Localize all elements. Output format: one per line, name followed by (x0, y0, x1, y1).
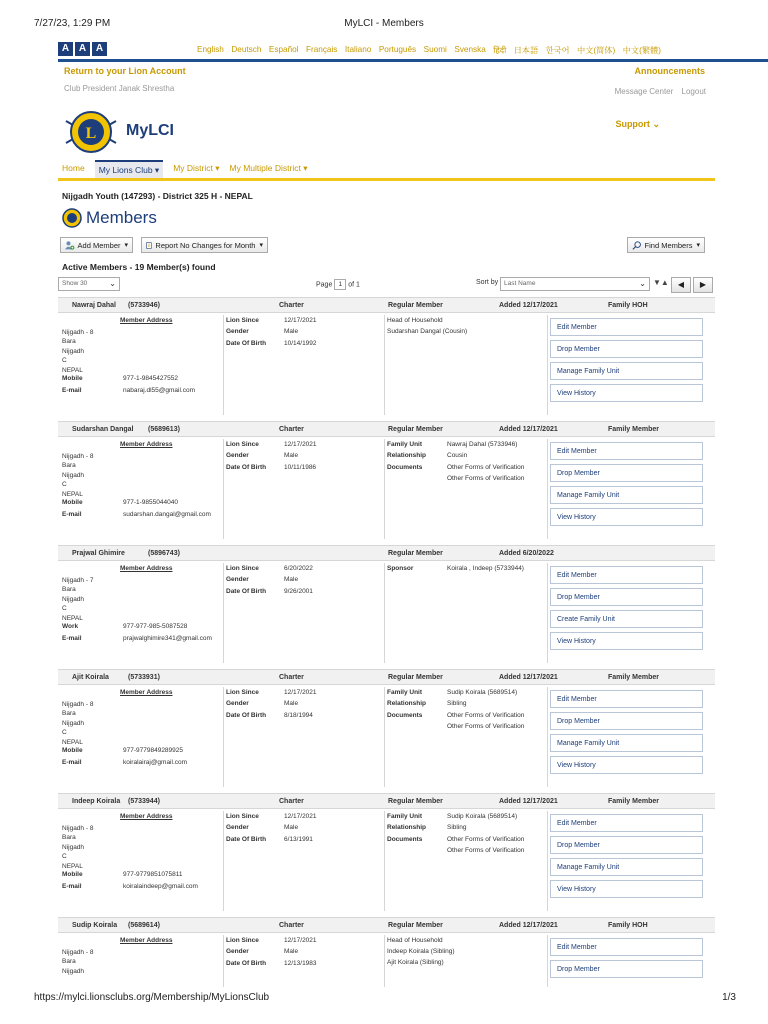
language-link[interactable]: हिंदी (493, 46, 507, 55)
phone-value: 977-1-9845427552 (123, 375, 178, 382)
sponsor-value: Koirala , Indeep (5733944) (447, 565, 524, 572)
email-value[interactable]: sudarshan.dangal@gmail.com (123, 511, 211, 518)
support-menu[interactable] (615, 119, 660, 130)
email-label: E-mail (62, 759, 82, 766)
prev-page-button[interactable]: ◀ (671, 277, 691, 293)
address-line: Nijgadh (62, 843, 85, 851)
column-divider (384, 439, 385, 539)
added-date: Added 12/17/2021 (499, 674, 558, 681)
gender-value: Male (284, 452, 299, 459)
member-type: Regular Member (388, 674, 443, 681)
dob-label: Date Of Birth (226, 464, 267, 471)
column-divider (384, 811, 385, 911)
family-unit-label: Family Unit (387, 441, 423, 448)
family-line-text: Head of Household (387, 937, 443, 944)
lions-emblem-icon (62, 208, 82, 228)
drop-member-button[interactable]: Drop Member (550, 464, 703, 482)
family-unit-label: Family Unit (387, 813, 423, 820)
language-link[interactable]: Suomi (423, 45, 447, 54)
column-divider (223, 687, 224, 787)
nav-label: Home (62, 163, 85, 173)
language-link[interactable]: Deutsch (231, 45, 262, 54)
support-label: Support (615, 119, 650, 129)
address-lines (62, 700, 93, 747)
family-role: Family HOH (608, 922, 648, 929)
club-info: Nijgadh Youth (147293) - District 325 H - NEPAL (62, 191, 253, 201)
announcements-link[interactable]: Announcements (634, 66, 705, 76)
family-line-text: Head of Household (387, 317, 443, 324)
email-value[interactable]: nabaraj.dl55@gmail.com (123, 387, 195, 394)
documents-value: Other Forms of Verification (447, 836, 525, 843)
address-line: Bara (62, 834, 76, 842)
lion-since-value: 12/17/2021 (284, 441, 317, 448)
charter-label: Charter (279, 798, 304, 805)
member-card-header (58, 421, 715, 437)
member-address-title: Member Address (120, 441, 173, 448)
address-line: Nijgadh (62, 719, 85, 727)
language-link[interactable]: Svenska (454, 45, 486, 54)
member-id: (5896743) (148, 550, 180, 557)
chevron-down-icon: ▾ (215, 163, 220, 173)
family-line-text: Sudarshan Dangal (Cousin) (387, 328, 468, 335)
page-label: Page (316, 281, 333, 289)
edit-member-button[interactable]: Edit Member (550, 566, 703, 584)
address-lines (62, 948, 93, 976)
member-id: (5733946) (128, 302, 160, 309)
dob-label: Date Of Birth (226, 960, 267, 967)
lion-since-value: 6/20/2022 (284, 565, 313, 572)
edit-member-button[interactable]: Edit Member (550, 690, 703, 708)
column-divider (384, 315, 385, 415)
address-line: Nijgadh (62, 967, 85, 975)
page-indicator (316, 279, 360, 290)
phone-value: 977-977-985-5087528 (123, 623, 188, 630)
language-link[interactable]: 中文(简体) (577, 46, 616, 55)
phone-value: 977-9779849289925 (123, 747, 184, 754)
text-size-large-button[interactable]: A (92, 42, 107, 56)
manage-family-unit-button[interactable]: Manage Family Unit (550, 362, 703, 380)
nav-label: My Multiple District (229, 163, 301, 173)
gender-label: Gender (226, 700, 249, 707)
text-size-small-button[interactable]: A (58, 42, 73, 56)
edit-member-button[interactable]: Edit Member (550, 442, 703, 460)
family-line-text: Ajit Koirala (Sibling) (387, 959, 444, 966)
documents-value: Other Forms of Verification (447, 712, 525, 719)
gender-label: Gender (226, 328, 249, 335)
search-icon (632, 240, 642, 251)
dob-value: 10/14/1992 (284, 340, 317, 347)
nav-label: My District (173, 163, 213, 173)
address-line: Bara (62, 462, 76, 470)
lion-since-label: Lion Since (226, 565, 259, 572)
gender-value: Male (284, 576, 299, 583)
view-history-button[interactable]: View History (550, 756, 703, 774)
phone-label: Mobile (62, 499, 83, 506)
dob-label: Date Of Birth (226, 588, 267, 595)
create-family-unit-button[interactable]: Create Family Unit (550, 610, 703, 628)
top-bar (0, 40, 768, 62)
family-unit-value: Sudip Koirala (5689514) (447, 689, 518, 696)
view-history-button[interactable]: View History (550, 508, 703, 526)
member-card-header (58, 545, 715, 561)
chevron-down-icon: ▾ (259, 242, 263, 249)
added-date: Added 6/20/2022 (499, 550, 554, 557)
message-center-link[interactable]: Message Center (614, 87, 674, 96)
family-role: Family Member (608, 798, 659, 805)
gender-label: Gender (226, 576, 249, 583)
address-line: Nijgadh - 8 (62, 949, 94, 956)
dob-value: 8/18/1994 (284, 712, 313, 719)
gender-value: Male (284, 328, 299, 335)
address-line: Nijgadh - 8 (62, 453, 94, 460)
address-line: NEPAL (62, 614, 83, 622)
language-link[interactable]: 中文(繁體) (622, 46, 661, 55)
lion-since-label: Lion Since (226, 441, 259, 448)
member-card (58, 793, 715, 913)
address-line: Nijgadh (62, 347, 85, 355)
email-label: E-mail (62, 511, 82, 518)
lion-since-label: Lion Since (226, 937, 259, 944)
page-title-text: Members (86, 208, 157, 227)
address-line: Nijgadh - 7 (62, 577, 94, 584)
member-card-header (58, 793, 715, 809)
member-card (58, 669, 715, 789)
address-line: C (62, 481, 67, 489)
gender-value: Male (284, 948, 299, 955)
member-name[interactable]: Sudarshan Dangal (72, 426, 134, 433)
member-card-header (58, 917, 715, 933)
email-value[interactable]: koiralaindeep@gmail.com (123, 883, 198, 890)
column-divider (223, 315, 224, 415)
email-label: E-mail (62, 635, 82, 642)
active-members-count: Active Members - 19 Member(s) found (62, 262, 216, 272)
member-address-title: Member Address (120, 317, 173, 324)
member-type: Regular Member (388, 798, 443, 805)
dob-label: Date Of Birth (226, 712, 267, 719)
main-nav (62, 160, 318, 178)
gender-label: Gender (226, 452, 249, 459)
phone-label: Mobile (62, 747, 83, 754)
chevron-down-icon: ⌄ (109, 279, 116, 288)
member-address-title: Member Address (120, 937, 173, 944)
manage-family-unit-button[interactable]: Manage Family Unit (550, 486, 703, 504)
lion-since-label: Lion Since (226, 813, 259, 820)
chevron-down-icon: ▾ (154, 165, 160, 175)
edit-member-button[interactable]: Edit Member (550, 938, 703, 956)
family-role: Family HOH (608, 302, 648, 309)
print-header (0, 18, 768, 32)
address-lines (62, 328, 93, 375)
member-name[interactable]: Nawraj Dahal (72, 302, 116, 309)
print-url: https://mylci.lionsclubs.org/Membership/MyLionsClub (34, 992, 270, 1003)
charter-label: Charter (279, 302, 304, 309)
added-date: Added 12/17/2021 (499, 302, 558, 309)
relationship-value: Sibling (447, 824, 467, 831)
address-line: NEPAL (62, 862, 83, 870)
dob-label: Date Of Birth (226, 836, 267, 843)
gender-value: Male (284, 824, 299, 831)
documents-value: Other Forms of Verification (447, 847, 525, 854)
text-size-medium-button[interactable]: A (75, 42, 90, 56)
member-name[interactable]: Sudip Koirala (72, 922, 118, 929)
logout-link[interactable]: Logout (681, 87, 706, 96)
report-no-changes-button[interactable] (141, 237, 268, 253)
page-number-input[interactable]: 1 (334, 279, 346, 290)
column-divider (384, 687, 385, 787)
member-address-title: Member Address (120, 689, 173, 696)
dob-value: 6/13/1991 (284, 836, 313, 843)
chevron-down-icon: ▾ (124, 242, 128, 249)
lion-since-value: 12/17/2021 (284, 689, 317, 696)
column-divider (547, 563, 548, 663)
language-link[interactable]: Español (268, 45, 299, 54)
club-president-label: Club President Janak Shrestha (64, 84, 175, 93)
documents-value: Other Forms of Verification (447, 475, 525, 482)
documents-label: Documents (387, 464, 423, 471)
address-line: C (62, 853, 67, 861)
address-line: Bara (62, 338, 76, 346)
drop-member-button[interactable]: Drop Member (550, 588, 703, 606)
documents-label: Documents (387, 712, 423, 719)
member-card (58, 297, 715, 417)
next-page-button[interactable]: ▶ (693, 277, 713, 293)
phone-value: 977-1-9855044040 (123, 499, 178, 506)
chevron-down-icon: ▾ (696, 242, 700, 249)
chevron-down-icon: ⌄ (639, 279, 646, 288)
chevron-down-icon: ▾ (303, 163, 308, 173)
dob-value: 12/13/1983 (284, 960, 317, 967)
print-page-number: 1/3 (722, 992, 736, 1003)
view-history-button[interactable]: View History (550, 632, 703, 650)
address-line: C (62, 357, 67, 365)
documents-label: Documents (387, 836, 423, 843)
find-members-label: Find Members (644, 240, 693, 250)
address-line: Nijgadh - 8 (62, 825, 94, 832)
member-type: Regular Member (388, 922, 443, 929)
member-type: Regular Member (388, 550, 443, 557)
address-lines (62, 452, 93, 499)
member-type: Regular Member (388, 426, 443, 433)
email-label: E-mail (62, 883, 82, 890)
added-date: Added 12/17/2021 (499, 922, 558, 929)
member-name[interactable]: Indeep Koirala (72, 798, 121, 805)
member-name[interactable]: Ajit Koirala (72, 674, 109, 681)
address-lines (62, 824, 93, 871)
address-line: NEPAL (62, 490, 83, 498)
member-card (58, 545, 715, 665)
print-title: MyLCI - Members (344, 18, 424, 29)
page-title (62, 208, 157, 228)
email-value[interactable]: prajwalghimire341@gmail.com (123, 635, 212, 642)
column-divider (547, 687, 548, 787)
lion-since-label: Lion Since (226, 317, 259, 324)
member-id: (5733931) (128, 674, 160, 681)
sort-by-select[interactable] (500, 277, 650, 291)
column-divider (547, 811, 548, 911)
language-link[interactable]: Français (306, 45, 338, 54)
gender-label: Gender (226, 824, 249, 831)
documents-value: Other Forms of Verification (447, 464, 525, 471)
column-divider (223, 439, 224, 539)
charter-label: Charter (279, 426, 304, 433)
relationship-label: Relationship (387, 452, 427, 459)
find-members-button[interactable] (627, 237, 705, 253)
report-no-changes-label: Report No Changes for Month (155, 240, 256, 250)
member-id: (5733944) (128, 798, 160, 805)
language-selector (197, 45, 668, 56)
add-user-icon (65, 240, 75, 251)
chevron-down-icon: ⌄ (652, 119, 660, 129)
view-history-button[interactable]: View History (550, 880, 703, 898)
column-divider (384, 935, 385, 987)
sponsor-label: Sponsor (387, 565, 414, 572)
documents-value: Other Forms of Verification (447, 723, 525, 730)
member-address-title: Member Address (120, 565, 173, 572)
column-divider (223, 563, 224, 663)
added-date: Added 12/17/2021 (499, 798, 558, 805)
member-id: (5689613) (148, 426, 180, 433)
drop-member-button[interactable]: Drop Member (550, 712, 703, 730)
dob-label: Date Of Birth (226, 340, 267, 347)
email-value[interactable]: koiralairaj@gmail.com (123, 759, 188, 766)
address-line: Bara (62, 710, 76, 718)
address-line: Nijgadh - 8 (62, 329, 94, 336)
manage-family-unit-button[interactable]: Manage Family Unit (550, 734, 703, 752)
dob-value: 10/11/1986 (284, 464, 317, 471)
family-unit-value: Sudip Koirala (5689514) (447, 813, 518, 820)
relationship-label: Relationship (387, 824, 427, 831)
drop-member-button[interactable]: Drop Member (550, 340, 703, 358)
page-size-select[interactable] (58, 277, 120, 291)
return-to-lion-account-link[interactable]: Return to your Lion Account (64, 66, 186, 76)
family-role: Family Member (608, 426, 659, 433)
app-name: MyLCI (126, 122, 174, 139)
phone-value: 977-9779851075811 (123, 871, 183, 878)
column-divider (547, 935, 548, 987)
drop-member-button[interactable]: Drop Member (550, 836, 703, 854)
lion-since-value: 12/17/2021 (284, 813, 317, 820)
address-line: C (62, 729, 67, 737)
sort-direction-icon[interactable]: ▼▲ (653, 278, 669, 287)
address-line: Nijgadh - 8 (62, 701, 94, 708)
nav-my-multiple-district[interactable] (230, 160, 308, 178)
language-link[interactable]: English (197, 45, 224, 54)
nav-home[interactable] (62, 160, 85, 178)
language-link[interactable]: 日本語 (513, 46, 539, 55)
svg-text:L: L (85, 125, 97, 142)
phone-label: Mobile (62, 871, 83, 878)
family-unit-label: Family Unit (387, 689, 423, 696)
relationship-value: Sibling (447, 700, 467, 707)
lion-since-label: Lion Since (226, 689, 259, 696)
report-icon (146, 240, 152, 251)
drop-member-button[interactable]: Drop Member (550, 960, 703, 978)
lion-since-value: 12/17/2021 (284, 317, 317, 324)
language-link[interactable]: 한국어 (545, 46, 570, 55)
family-line-text: Indeep Koirala (Sibling) (387, 948, 455, 955)
add-member-button[interactable] (60, 237, 133, 253)
language-link[interactable]: Italiano (344, 45, 372, 54)
address-line: Bara (62, 958, 76, 966)
address-line: Nijgadh (62, 471, 85, 479)
manage-family-unit-button[interactable]: Manage Family Unit (550, 858, 703, 876)
charter-label: Charter (279, 674, 304, 681)
family-role: Family Member (608, 674, 659, 681)
view-history-button[interactable]: View History (550, 384, 703, 402)
nav-divider (58, 178, 715, 181)
charter-label: Charter (279, 922, 304, 929)
column-divider (547, 315, 548, 415)
member-name[interactable]: Prajwal Ghimire (72, 550, 125, 557)
sort-by-value: Last Name (504, 280, 536, 287)
lions-logo-icon (64, 107, 118, 157)
member-card (58, 917, 715, 987)
print-datetime: 7/27/23, 1:29 PM (34, 18, 111, 29)
address-line: Bara (62, 586, 76, 594)
address-line: Nijgadh (62, 595, 85, 603)
member-address-title: Member Address (120, 813, 173, 820)
column-divider (223, 811, 224, 911)
page-of-label: of 1 (348, 281, 360, 289)
phone-label: Mobile (62, 375, 83, 382)
gender-label: Gender (226, 948, 249, 955)
relationship-value: Cousin (447, 452, 468, 459)
address-lines (62, 576, 93, 623)
address-line: C (62, 605, 67, 613)
add-member-label: Add Member (77, 240, 121, 250)
added-date: Added 12/17/2021 (499, 426, 558, 433)
nav-label: My Lions Club (98, 165, 153, 175)
column-divider (223, 935, 224, 987)
member-card-header (58, 669, 715, 685)
member-type: Regular Member (388, 302, 443, 309)
lion-since-value: 12/17/2021 (284, 937, 317, 944)
address-line: NEPAL (62, 738, 83, 746)
member-id: (5689614) (128, 922, 160, 929)
family-unit-value: Nawraj Dahal (5733946) (447, 441, 518, 448)
relationship-label: Relationship (387, 700, 427, 707)
dob-value: 9/26/2001 (284, 588, 313, 595)
gender-value: Male (284, 700, 299, 707)
text-size-controls (58, 42, 107, 56)
nav-my-lions-club[interactable] (95, 160, 164, 178)
member-card (58, 421, 715, 541)
language-link[interactable]: Português (378, 45, 417, 54)
user-links (609, 87, 706, 96)
column-divider (384, 563, 385, 663)
edit-member-button[interactable]: Edit Member (550, 318, 703, 336)
address-line: NEPAL (62, 366, 83, 374)
page-size-value: Show 30 (62, 280, 88, 287)
member-card-header (58, 297, 715, 313)
top-divider (58, 59, 768, 62)
pager-row (58, 277, 715, 293)
phone-label: Work (62, 623, 79, 630)
column-divider (547, 439, 548, 539)
edit-member-button[interactable]: Edit Member (550, 814, 703, 832)
nav-my-district[interactable] (173, 160, 219, 178)
sort-by-label: Sort by (476, 279, 499, 286)
email-label: E-mail (62, 387, 82, 394)
